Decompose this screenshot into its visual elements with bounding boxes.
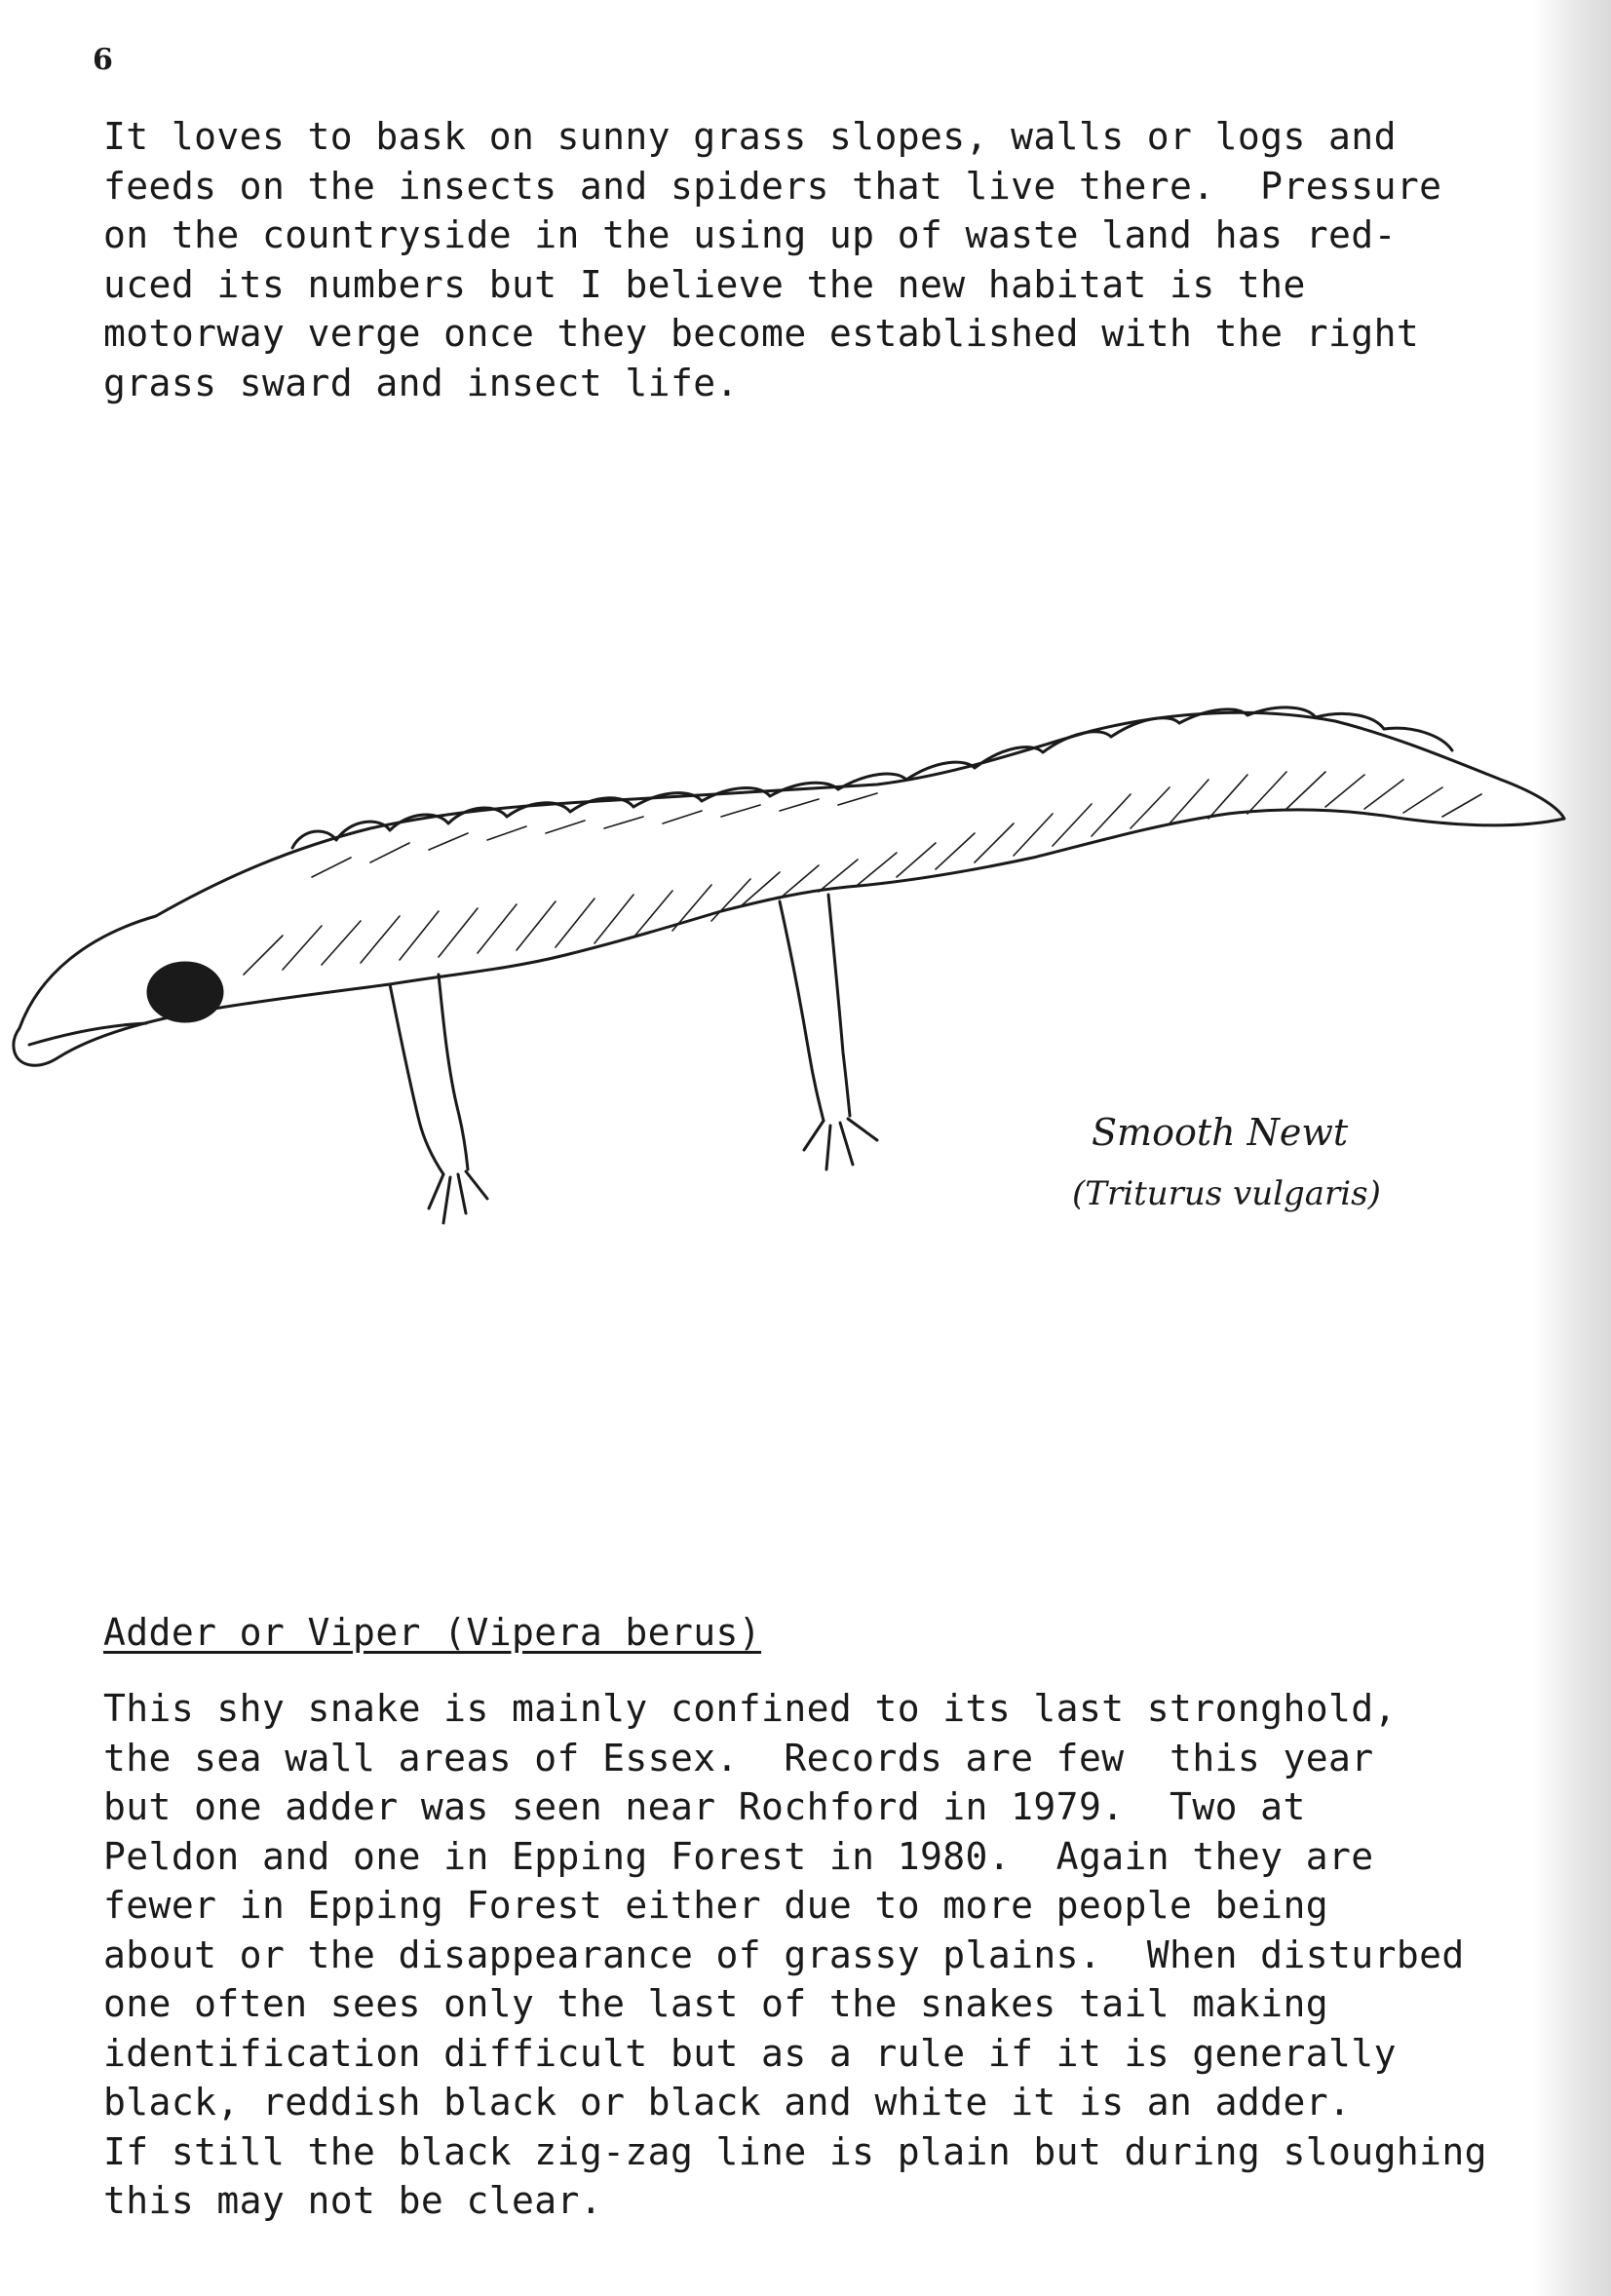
text-line: black, reddish black or black and white it is an adder. [103, 2081, 1352, 2124]
paragraph-top [103, 112, 1441, 407]
section-heading: Adder or Viper (Vipera berus) [103, 1611, 762, 1654]
text-line: this may not be clear. [103, 2179, 603, 2222]
text-line: about or the disappearance of grassy plains. When disturbed [103, 1932, 1465, 1976]
text-line: This shy snake is mainly confined to its last stronghold, [103, 1687, 1397, 1730]
text-line: feeds on the insects and spiders that live there. Pressure [103, 164, 1442, 208]
text-line: motorway verge once they become established with the right [103, 312, 1420, 355]
text-line: on the countryside in the using up of waste land has red- [103, 213, 1397, 256]
text-line: identification difficult but as a rule if it is generally [103, 2031, 1397, 2075]
caption-latin-name: (Triturus vulgaris) [1072, 1174, 1381, 1213]
paragraph-adder [103, 1684, 1487, 2226]
text-line: It loves to bask on sunny grass slopes, walls or logs and [103, 115, 1397, 158]
text-line: grass sward and insect life. [103, 361, 739, 404]
text-line: If still the black zig-zag line is plain but during sloughing [103, 2129, 1487, 2173]
page-number: 6 [93, 43, 113, 77]
text-line: Peldon and one in Epping Forest in 1980. Again they are [103, 1834, 1374, 1878]
text-line: the sea wall areas of Essex. Records are few this year [103, 1736, 1374, 1779]
text-line: uced its numbers but I believe the new habitat is the [103, 262, 1306, 306]
caption-common-name: Smooth Newt [1092, 1111, 1349, 1154]
text-line: one often sees only the last of the snakes tail making [103, 1982, 1329, 2025]
text-line: fewer in Epping Forest either due to more people being [103, 1884, 1329, 1927]
text-line: but one adder was seen near Rochford in 1979. Two at [103, 1785, 1306, 1828]
